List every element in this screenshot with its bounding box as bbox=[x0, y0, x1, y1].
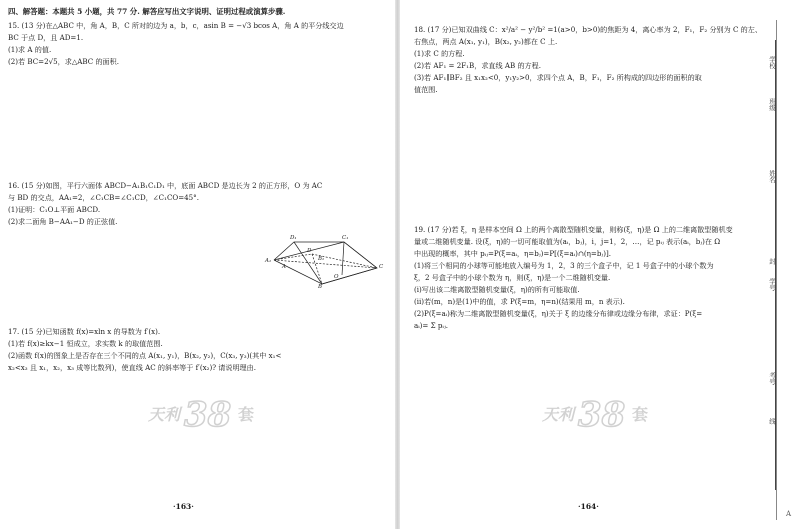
label-b: B bbox=[318, 284, 323, 288]
q17-line-1: 17. (15 分)已知函数 f(x)=xln x 的导数为 f′(x). bbox=[8, 327, 161, 336]
binding-label-exam-id: 考号 bbox=[768, 372, 776, 385]
binding-label-class: 班级 bbox=[768, 98, 776, 111]
label-o: O bbox=[334, 274, 339, 280]
q19-line-6: (ⅰ)写出该二维离散型随机变量(ξ，η)的所有可能取值. bbox=[414, 285, 580, 294]
svg-text:天利: 天利 bbox=[148, 405, 181, 424]
q17-line-4: x₂<x₃ 且 x₁，x₂，x₃ 成等比数列)，使直线 AC 的斜率等于 f′(x₂)? 请说明理由. bbox=[8, 363, 257, 372]
q19-line-5: ξ，2 号盒子中的小球个数为 η，则(ξ，η)是一个二维随机变量. bbox=[414, 273, 611, 282]
q19-line-2: 量或二维随机变量. 设(ξ，η)的一切可能取值为(aᵢ，bⱼ)，i，j=1，2，…，记 pᵢⱼ 表示(aᵢ，bⱼ)在 Ω bbox=[414, 237, 721, 246]
svg-text:38: 38 bbox=[578, 395, 626, 432]
q19-line-4: (1)将三个相同的小球等可能地放入编号为 1，2，3 的三个盒子中，记 1 号盒子中的小球个数为 bbox=[414, 261, 714, 270]
q18-line-5: (3)若 AF₁∥BF₂ 且 x₁x₂<0，y₁y₂>0，求四个点 A，B，F₁，F₂ 所构成的四边形的面积的取 bbox=[414, 73, 702, 82]
q15-line-3: (1)求 A 的值. bbox=[8, 45, 52, 54]
binding-label-student-id: 学号 bbox=[768, 278, 776, 291]
q19-line-1: 19. (17 分)若 ξ，η 是样本空间 Ω 上的两个离散型随机变量，则称(ξ，η)是 Ω 上的二维离散型随机变 bbox=[414, 225, 733, 234]
question-18 bbox=[414, 24, 762, 96]
parallelepiped-figure bbox=[262, 230, 387, 288]
q17-line-2: (1)若 f(x)≥kx−1 恒成立，求实数 k 的取值范围. bbox=[8, 339, 163, 348]
svg-text:38: 38 bbox=[184, 395, 232, 432]
label-b1: B₁ bbox=[318, 256, 325, 262]
q18-line-6: 值范围. bbox=[414, 85, 438, 94]
q19-line-7: (ⅱ)若(m，n)是(1)中的值，求 P(ξ=m，η=n)(结果用 m，n 表示). bbox=[414, 297, 625, 306]
label-c1: C₁ bbox=[342, 235, 349, 241]
q18-line-3: (1)求 C 的方程. bbox=[414, 49, 465, 58]
binding-margin bbox=[755, 40, 795, 490]
q18-line-4: (2)若 AF₁ = 2F₁B，求直线 AB 的方程. bbox=[414, 61, 541, 70]
question-17 bbox=[8, 326, 281, 374]
page-number-right: ·164· bbox=[578, 502, 599, 511]
corner-mark: A bbox=[786, 510, 792, 518]
binding-label-name: 姓名 bbox=[768, 170, 776, 183]
q19-line-3: 中出现的概率，其中 pᵢⱼ=P(ξ=aᵢ，η=bⱼ)=P[(ξ=aᵢ)∩(η=bⱼ)]. bbox=[414, 249, 612, 258]
svg-text:套: 套 bbox=[238, 405, 255, 424]
q15-line-1: 15. (13 分)在△ABC 中，角 A，B，C 所对的边为 a，b，c，asin B = −√3 bcos A，角 A 的平分线交边 bbox=[8, 21, 344, 30]
question-15 bbox=[8, 20, 344, 68]
label-c: C bbox=[379, 264, 384, 270]
binding-label-school: 学校 bbox=[768, 56, 776, 69]
label-d1: D₁ bbox=[290, 235, 297, 241]
q18-line-2: 右焦点，两点 A(x₁, y₁)，B(x₂, y₂)都在 C 上. bbox=[414, 37, 558, 46]
q16-line-3: (1)证明：C₁O⊥平面 ABCD. bbox=[8, 205, 101, 214]
svg-text:天利: 天利 bbox=[542, 405, 575, 424]
q18-line-1: 18. (17 分)已知双曲线 C：x²/a² − y²/b² =1(a>0，b>0)的焦距为 4，离心率为 2，F₁，F₂ 分别为 C 的左、 bbox=[414, 25, 762, 34]
question-19 bbox=[414, 224, 733, 332]
q15-line-4: (2)若 BC=2√5，求△ABC 的面积. bbox=[8, 57, 119, 66]
q17-line-3: (2)函数 f(x)的图象上是否存在三个不同的点 A(x₁, y₁)，B(x₂, y₂)，C(x₃, y₃)(其中 x₁< bbox=[8, 351, 282, 360]
left-page bbox=[0, 0, 395, 529]
q19-line-9: aᵢ)= Σ pᵢⱼ. bbox=[414, 321, 448, 330]
binding-label-line: 线 bbox=[768, 418, 776, 425]
binding-label-seal: 封 bbox=[768, 258, 776, 265]
right-page bbox=[400, 0, 800, 529]
section-header: 四、解答题：本题共 5 小题，共 77 分. 解答应写出文字说明、证明过程或演算步骤. bbox=[8, 7, 286, 16]
watermark-logo-right bbox=[542, 392, 660, 432]
label-a: A bbox=[282, 264, 286, 270]
svg-text:套: 套 bbox=[632, 405, 649, 424]
q16-line-2: 与 BD 的交点，AA₁=2，∠C₁CB=∠C₁CD，∠C₁CO=45°. bbox=[8, 193, 199, 202]
label-a1: A₁ bbox=[265, 258, 272, 264]
q16-line-4: (2)求二面角 B−AA₁−D 的正弦值. bbox=[8, 217, 118, 226]
watermark-logo-left bbox=[148, 392, 266, 432]
label-d: D bbox=[307, 248, 312, 254]
question-16 bbox=[8, 180, 322, 228]
q16-line-1: 16. (15 分)如图，平行六面体 ABCD−A₁B₁C₁D₁ 中，底面 ABCD 是边长为 2 的正方形，O 为 AC bbox=[8, 181, 323, 190]
page-number-left: ·163· bbox=[173, 502, 194, 511]
q15-line-2: BC 于点 D，且 AD=1. bbox=[8, 33, 84, 42]
q19-line-8: (2)P(ξ=aᵢ)称为二维离散型随机变量(ξ，η)关于 ξ 的边缘分布律或边缘分布律，求证：P(ξ= bbox=[414, 309, 703, 318]
